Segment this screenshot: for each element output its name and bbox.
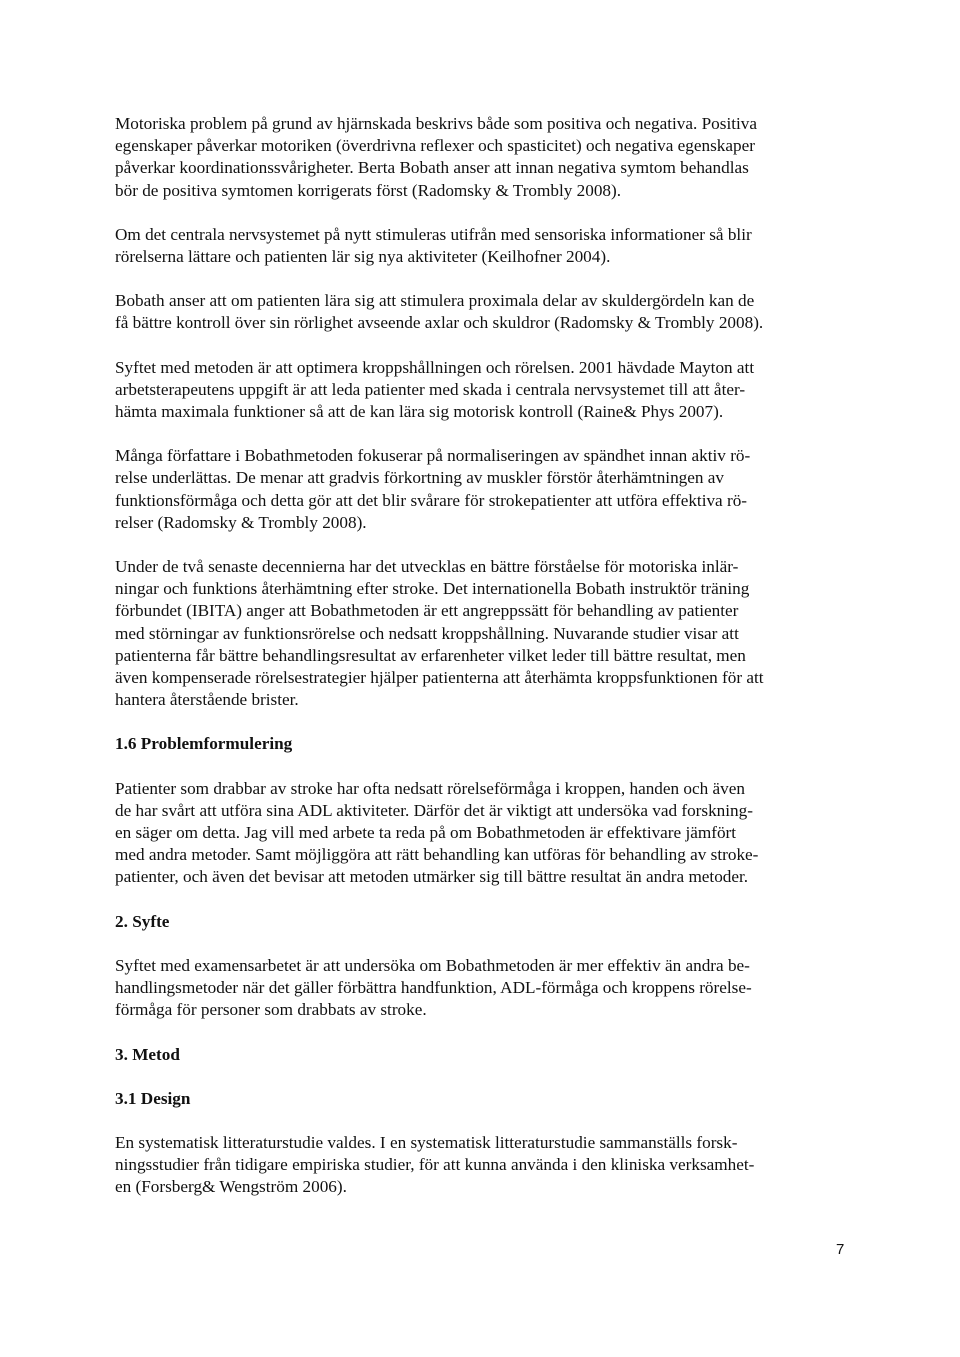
text-line: de har svårt att utföra sina ADL aktiviteter. Därför det är viktigt att undersöka vad forskning-: [115, 800, 753, 820]
paragraph-method-aim: [115, 357, 850, 424]
text-line: rörelserna lättare och patienten lär sig nya aktiviteter (Keilhofner 2004).: [115, 247, 611, 267]
text-line: patienterna får bättre behandlingsresultat av erfarenheter vilket leder till bättre resultat, men: [115, 645, 746, 665]
text-line: hämta maximala funktioner så att de kan lära sig motorisk kontroll (Raine& Phys 2007).: [115, 402, 724, 422]
text-line: Många författare i Bobathmetoden fokuserar på normaliseringen av spändhet innan aktiv rö-: [115, 446, 751, 466]
paragraph-normalisation: [115, 445, 850, 534]
paragraph-nervous-system: [115, 224, 850, 268]
text-line: förmåga för personer som drabbats av stroke.: [115, 1000, 427, 1020]
text-line: ningsstudier från tidigare empiriska studier, för att kunna använda i den kliniska verksamhet-: [115, 1155, 755, 1175]
heading-design: 3.1 Design: [115, 1088, 191, 1108]
page-number: 7: [836, 1241, 845, 1258]
paragraph-motor-problems: [115, 113, 850, 202]
text-line: En systematisk litteraturstudie valdes. I en systematisk litteraturstudie sammanställs forsk-: [115, 1132, 738, 1152]
text-line: Syftet med examensarbetet är att undersöka om Bobathmetoden är mer effektiv än andra be-: [115, 955, 750, 975]
document-page: [115, 113, 850, 1221]
text-line: Motoriska problem på grund av hjärnskada beskrivs både som positiva och negativa. Positiva: [115, 114, 758, 133]
text-line: bör de positiva symtomen korrigerats först (Radomsky & Trombly 2008).: [115, 180, 622, 200]
paragraph-proximal-control: [115, 290, 850, 334]
text-line: handlingsmetoder när det gäller förbättra handfunktion, ADL-förmåga och kroppens rörelse-: [115, 978, 752, 998]
text-line: arbetsterapeutens uppgift är att leda patienter med skada i centrala nervsystemet till att åter-: [115, 379, 746, 399]
paragraph-recent-decades: [115, 556, 850, 711]
text-line: Patienter som drabbar av stroke har ofta nedsatt rörelseförmåga i kroppen, handen och även: [115, 778, 745, 798]
text-line: relse underlättas. De menar att gradvis förkortning av muskler förstör återhämtningen av: [115, 468, 724, 488]
text-line: relser (Radomsky & Trombly 2008).: [115, 512, 367, 532]
heading-method: 3. Metod: [115, 1044, 180, 1064]
text-line: förbundet (IBITA) anger att Bobathmetoden är ett angreppssätt för behandling av patienter: [115, 601, 739, 621]
heading-aim: 2. Syfte: [115, 911, 170, 931]
paragraph-aim: [115, 955, 850, 1022]
text-line: ningar och funktions återhämtning efter stroke. Det internationella Bobath instruktör träning: [115, 579, 750, 599]
text-line: även kompenserade rörelsestrategier hjälper patienterna att återhämta kroppsfunktionen för att: [115, 668, 764, 688]
text-line: Om det centrala nervsystemet på nytt stimuleras utifrån med sensoriska informationer så blir: [115, 224, 752, 244]
text-line: påverkar koordinationssvårigheter. Berta Bobath anser att innan negativa symtom behandlas: [115, 158, 749, 178]
text-line: Under de två senaste decennierna har det utvecklas en bättre förståelse för motoriska inlär-: [115, 557, 739, 577]
text-line: en (Forsberg& Wengström 2006).: [115, 1177, 347, 1197]
text-line: med störningar av funktionsrörelse och nedsatt kroppshållning. Nuvarande studier visar att: [115, 623, 739, 643]
text-line: egenskaper påverkar motoriken (överdrivna reflexer och spasticitet) och negativa egenskaper: [115, 136, 755, 156]
text-line: en säger om detta. Jag vill med arbete ta reda på om Bobathmetoden är effektivare jämfört: [115, 823, 737, 843]
paragraph-problem-formulation: [115, 778, 850, 889]
heading-problem-formulation: 1.6 Problemformulering: [115, 734, 293, 754]
text-line: Syftet med metoden är att optimera kroppshållningen och rörelsen. 2001 hävdade Mayton att: [115, 357, 755, 377]
text-line: få bättre kontroll över sin rörlighet avseende axlar och skuldror (Radomsky & Trombly 2008).: [115, 313, 764, 333]
text-line: patienter, och även det bevisar att metoden utmärker sig till bättre resultat än andra metoder.: [115, 867, 749, 887]
text-line: Bobath anser att om patienten lära sig att stimulera proximala delar av skuldergördeln kan de: [115, 291, 755, 311]
paragraph-design: [115, 1132, 850, 1199]
text-line: hantera återstående brister.: [115, 690, 299, 710]
text-line: med andra metoder. Samt möjliggöra att rätt behandling kan utföras för behandling av stroke-: [115, 845, 759, 865]
text-line: funktionsförmåga och detta gör att det blir svårare för strokepatienter att utföra effektiva rö-: [115, 490, 748, 510]
